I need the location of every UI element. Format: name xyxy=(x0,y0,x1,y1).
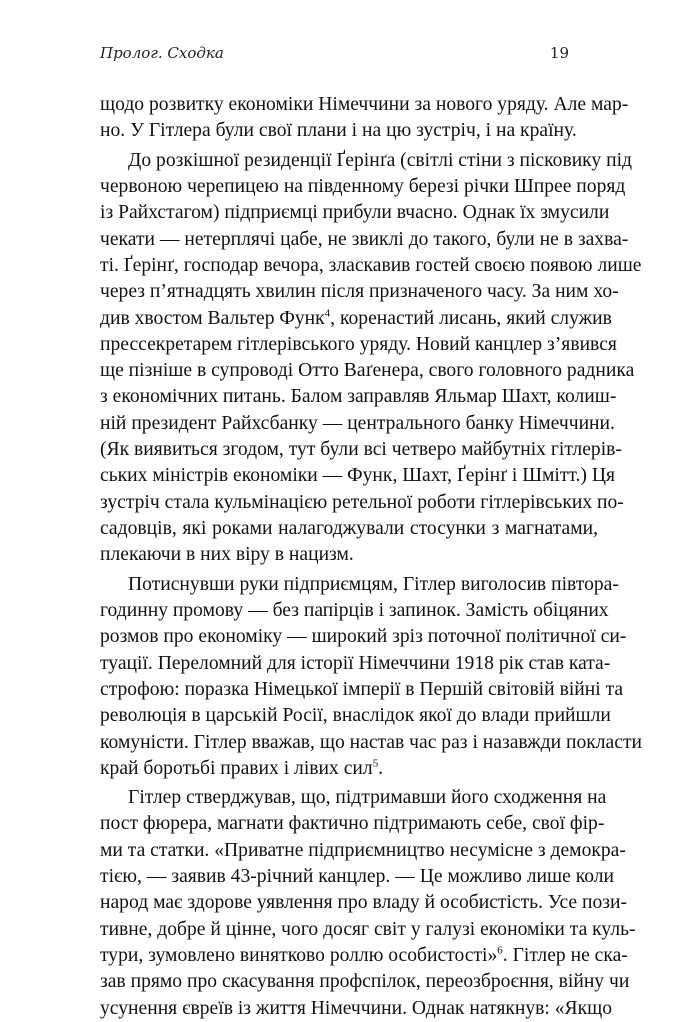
line-text: туації. Переломний для історії Німеччини 1918 рік став ката- xyxy=(100,652,611,674)
line-text: ній президент Райхсбанку — центрального банку Німеччини. xyxy=(100,412,615,434)
text-line xyxy=(100,598,609,624)
footnote-marker[interactable]: 4 xyxy=(324,306,331,319)
line-text: червоною черепицею на південному березі річки Шпрее поряд xyxy=(100,175,626,197)
text-line xyxy=(100,516,598,542)
line-text: народ має здорове уявлення про владу й особистість. Усе пози- xyxy=(100,892,628,914)
footnote-marker[interactable]: 6 xyxy=(497,944,503,957)
text-line xyxy=(100,917,636,943)
text-line xyxy=(100,384,617,410)
text-line xyxy=(100,864,615,890)
line-text: усунення євреїв із життя Німеччини. Однак натякнув: «Якщо xyxy=(100,997,613,1019)
text-line xyxy=(100,730,643,756)
line-text: з економічних питань. Балом заправляв Яльмар Шахт, колиш- xyxy=(100,386,617,408)
text-line xyxy=(100,200,610,226)
text-line xyxy=(100,306,612,332)
text-line xyxy=(100,785,607,811)
line-text: Гітлер стверджував, що, підтримавши його сходження на xyxy=(128,787,607,809)
line-text: зустріч стала кульмінацією ретельної роботи гітлерівських по- xyxy=(100,491,624,513)
line-text: розмов про економіку — широкий зріз поточної політичної си- xyxy=(100,626,627,648)
text-line xyxy=(100,358,635,384)
text-line xyxy=(100,624,627,650)
line-text: див хвостом Вальтер Функ xyxy=(100,307,325,329)
line-text: Потиснувши руки підприємцям, Гітлер виголосив півторa- xyxy=(128,573,619,595)
text-line xyxy=(100,92,629,118)
line-text: ських міністрів економіки — Функ, Шахт, Ґерінґ і Шмітт.) Ця xyxy=(100,465,616,487)
line-text: ті. Ґерінґ, господар вечора, злаcкавив гостей своєю появою лише xyxy=(100,254,642,276)
paragraph xyxy=(100,148,642,569)
paragraph xyxy=(100,92,629,145)
line-text: ще пізніше в супроводі Отто Ваґенера, свого головного радника xyxy=(100,360,635,382)
text-line xyxy=(100,253,642,279)
line-text-continued: . xyxy=(378,757,384,779)
line-text: чекати — нетерплячі цабе, не звиклі до такого, були не в захва- xyxy=(100,228,629,250)
body-text xyxy=(100,92,643,1022)
line-text: прессекретарем гітлерівського уряду. Новий канцлер з’явився xyxy=(100,333,617,355)
footnote-marker[interactable]: 5 xyxy=(372,757,379,770)
line-text: із Райхстагом) підприємці прибули вчасно. Однак їх змусили xyxy=(100,202,610,224)
text-line xyxy=(100,811,605,837)
line-text: тією, — заявив 43-річний канцлер. — Це можливо лише коли xyxy=(100,866,615,888)
line-text: пост фюрера, магнати фактично підтримають себе, свої фір- xyxy=(100,813,605,835)
text-line xyxy=(100,490,624,516)
text-line xyxy=(100,227,629,253)
line-text: щодо розвитку економіки Німеччини за нового уряду. Але мар- xyxy=(100,94,629,115)
line-text-continued: . Гітлер не ска- xyxy=(502,945,628,966)
text-line xyxy=(100,279,619,305)
line-text: через п’ятнадцять хвилин після призначеного часу. За ним хо- xyxy=(100,281,619,303)
text-line xyxy=(100,437,622,463)
line-text: край боротьбі правих і лівих сил xyxy=(100,757,373,779)
text-line xyxy=(100,411,615,437)
line-text: тивне, добре й цінне, чого досяг світ у галузі економіки та куль- xyxy=(100,918,636,940)
paragraph xyxy=(100,572,643,783)
line-text: ми та статки. «Приватне підприємництво несумісне з демокра- xyxy=(100,839,626,861)
text-line xyxy=(100,332,617,358)
line-text: революція в царській Росії, внаслідок якої до влади прийшли xyxy=(100,705,611,727)
text-line xyxy=(100,890,628,916)
text-line xyxy=(100,943,628,969)
text-line xyxy=(100,118,598,144)
line-text-continued: , коренастий лисань, який служив xyxy=(330,307,612,329)
text-line xyxy=(100,651,611,677)
line-text: годинну промову — без папірців і запинок. Замість обіцяних xyxy=(100,599,609,621)
text-line xyxy=(100,174,626,200)
line-text: но. У Гітлера були свої плани і на цю зустріч, і на країну. xyxy=(100,120,577,142)
text-line xyxy=(100,756,598,782)
line-text: До розкішної резиденції Ґерінґа (світлі стіни з пісковику під xyxy=(128,149,633,171)
page-number: 19 xyxy=(549,44,569,62)
running-head: Пролог. Сходка xyxy=(100,44,224,62)
text-line xyxy=(100,148,633,174)
text-line xyxy=(100,542,598,568)
text-line xyxy=(100,838,626,864)
paragraph xyxy=(100,785,636,1022)
line-text: комуністи. Гітлер вважав, що настав час раз і назавжди покласти xyxy=(100,731,643,753)
line-text: плекаючи в них віру в нацизм. xyxy=(100,544,354,566)
line-text: тури, зумовлено винятково роллю особистості» xyxy=(100,945,498,966)
text-line xyxy=(100,703,611,729)
text-line xyxy=(100,969,630,995)
text-line xyxy=(100,463,616,489)
line-text: зав прямо про скасування профспілок, переозброєння, війну чи xyxy=(100,971,630,993)
line-text: садовців, які роками налагоджували стосунки з магнатами, xyxy=(100,518,598,539)
text-line xyxy=(100,677,624,703)
text-line xyxy=(100,996,613,1022)
line-text: (Як виявиться згодом, тут були всі четверо майбутніх гітлерів- xyxy=(100,439,622,461)
line-text: строфою: поразка Німецької імперії в Першій світовій війні та xyxy=(100,678,624,700)
text-line xyxy=(100,572,619,598)
